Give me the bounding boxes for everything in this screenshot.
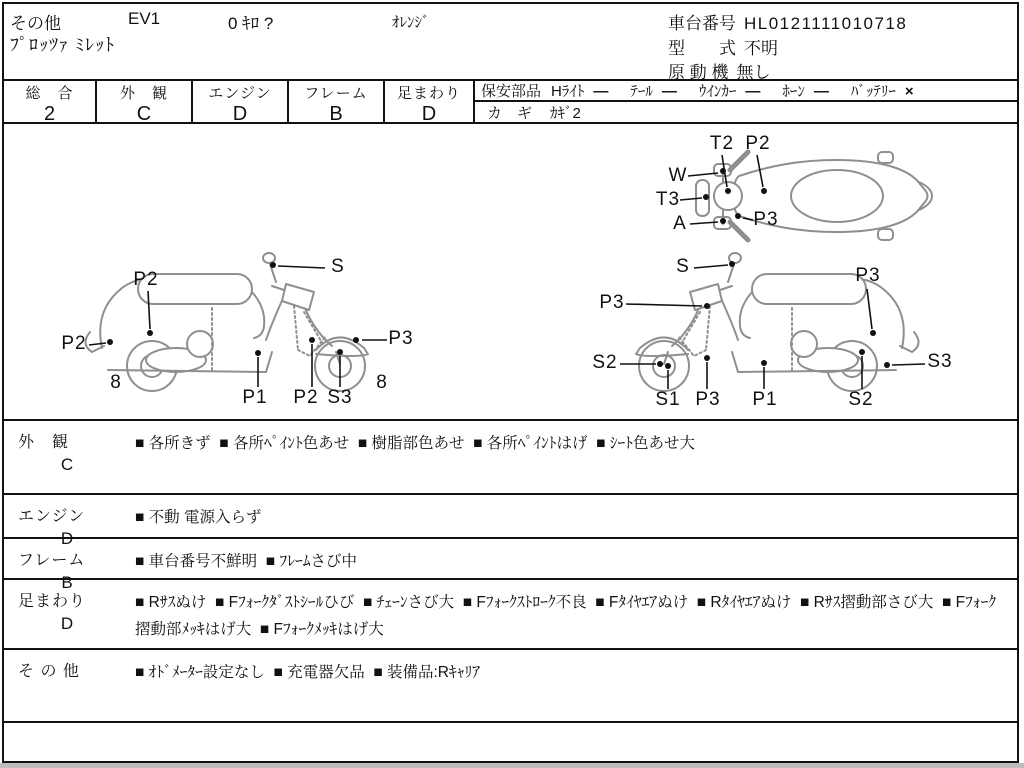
section-label: 足まわり bbox=[18, 593, 87, 610]
chassis-number-label: 車台番号 bbox=[668, 14, 736, 33]
diagram-labels-layer bbox=[4, 124, 1017, 419]
safety-part: ｳｲﾝｶｰ ― bbox=[698, 83, 761, 100]
safety-part: ﾃｰﾙ ― bbox=[630, 83, 677, 100]
grade-cell-frame bbox=[289, 81, 385, 125]
type-value: 不明 bbox=[744, 39, 778, 58]
grade-cell-engine bbox=[193, 81, 289, 125]
grade-value: 2 bbox=[43, 103, 56, 125]
diagram-label-P2: P2 bbox=[61, 333, 87, 354]
grade-cell-exterior bbox=[97, 81, 193, 125]
diagram-label-P2: P2 bbox=[133, 269, 159, 290]
motor-value: 無し bbox=[736, 63, 771, 82]
section-defects: ■ 不動 電源入らず bbox=[135, 509, 262, 526]
damage-diagram bbox=[4, 124, 1017, 419]
chassis-number-row bbox=[668, 9, 907, 34]
diagram-label-P2: P2 bbox=[745, 133, 771, 154]
section-label: そ の 他 bbox=[18, 663, 80, 680]
grade-cell-overall bbox=[4, 81, 97, 125]
grade-value: D bbox=[232, 103, 248, 125]
model-name: ﾌﾟﾛｯﾂｧ ﾐﾚｯﾄ bbox=[10, 35, 116, 55]
diagram-label-S2: S2 bbox=[848, 389, 874, 410]
diagram-label-T2: T2 bbox=[709, 133, 735, 154]
safety-parts-line bbox=[475, 81, 1017, 102]
section-label-box bbox=[4, 650, 130, 684]
section-defects: ■ 各所きず ■ 各所ﾍﾟｲﾝﾄ色あせ ■ 樹脂部色あせ ■ 各所ﾍﾟｲﾝﾄはげ ■ ｼｰﾄ色あせ大 bbox=[135, 435, 696, 452]
section-defects: ■ ｵﾄﾞﾒｰﾀｰ設定なし ■ 充電器欠品 ■ 装備品:Rｷｬﾘｱ bbox=[135, 664, 480, 681]
vehicle-code: EV1 bbox=[128, 9, 161, 28]
key-label: カ ギ bbox=[487, 105, 533, 122]
grade-label: 総 合 bbox=[25, 85, 74, 102]
key-value: ｶｷﾞ2 bbox=[550, 105, 581, 122]
safety-part: ﾊﾞｯﾃﾘｰ × bbox=[850, 83, 914, 100]
section-defects: ■ 車台番号不鮮明 ■ ﾌﾚｰﾑさび中 bbox=[135, 553, 357, 570]
diagram-label-8: 8 bbox=[110, 372, 122, 393]
safety-part: Hﾗｲﾄ ― bbox=[551, 83, 609, 100]
section-label-box bbox=[4, 421, 130, 475]
grade-value: D bbox=[421, 103, 437, 125]
diagram-label-T3: T3 bbox=[655, 189, 681, 210]
diagram-label-P3: P3 bbox=[388, 328, 414, 349]
section-grade: D bbox=[60, 529, 74, 548]
grade-label: エンジン bbox=[208, 85, 272, 102]
section-grade: C bbox=[60, 455, 74, 474]
diagram-label-8: 8 bbox=[376, 372, 388, 393]
type-row bbox=[668, 34, 778, 59]
diagram-label-P1: P1 bbox=[752, 389, 778, 410]
diagram-label-P3: P3 bbox=[695, 389, 721, 410]
mileage-value: 0 ｷﾛ ? bbox=[228, 14, 274, 33]
section-row-other bbox=[4, 648, 1017, 721]
diagram-label-S1: S1 bbox=[655, 389, 681, 410]
section-grade: B bbox=[61, 573, 73, 592]
section-label: フレーム bbox=[18, 552, 86, 569]
grade-label: 足まわり bbox=[396, 85, 461, 102]
grade-cell-undercarriage bbox=[385, 81, 475, 125]
safety-part: ﾎｰﾝ ― bbox=[782, 83, 829, 100]
safety-parts-label: 保安部品 bbox=[481, 83, 542, 100]
diagram-label-S3: S3 bbox=[927, 351, 953, 372]
grade-row bbox=[4, 79, 1017, 124]
diagram-label-P3: P3 bbox=[855, 265, 881, 286]
section-defects: ■ Rｻｽぬけ ■ Fﾌｫｰｸﾀﾞｽﾄｼｰﾙひび ■ ﾁｪｰﾝさび大 ■ Fﾌｫｰｸｽﾄﾛｰｸ不良 ■ Fﾀｲﾔｴｱぬけ ■ Rﾀｲﾔｴｱぬけ ■ Rｻｽ摺動部さび大 ■ Fﾌｫｰｸ摺動部ﾒｯｷはげ大 ■ Fﾌｫｰｸﾒｯｷはげ大 bbox=[135, 594, 997, 638]
section-row-engine bbox=[4, 493, 1017, 548]
section-row-empty bbox=[4, 721, 1017, 761]
section-label-box bbox=[4, 580, 130, 634]
section-label: 外 観 bbox=[18, 434, 70, 451]
section-grade: D bbox=[60, 614, 74, 633]
vehicle-category: その他 bbox=[10, 14, 61, 33]
chassis-number-value: HL0121111010718 bbox=[744, 14, 908, 33]
safety-parts-cell bbox=[475, 81, 1017, 122]
scan-edge-strip bbox=[0, 763, 1024, 768]
diagram-label-S3: S3 bbox=[327, 387, 353, 408]
diagram-label-P2: P2 bbox=[293, 387, 319, 408]
color-value: ｵﾚﾝｼﾞ bbox=[392, 14, 430, 31]
auction-sheet bbox=[2, 2, 1019, 763]
type-label: 型 式 bbox=[668, 39, 736, 58]
grade-value: B bbox=[329, 103, 343, 125]
motor-label: 原 動 機 bbox=[668, 63, 729, 82]
diagram-label-S2: S2 bbox=[592, 352, 618, 373]
diagram-label-S: S bbox=[676, 256, 690, 277]
diagram-label-P1: P1 bbox=[242, 387, 268, 408]
section-row-frame bbox=[4, 537, 1017, 592]
diagram-label-A: A bbox=[673, 213, 687, 234]
grade-value: C bbox=[136, 103, 152, 125]
section-label: エンジン bbox=[18, 508, 86, 525]
safety-parts-items bbox=[551, 80, 936, 101]
diagram-label-P3: P3 bbox=[753, 209, 779, 230]
diagram-label-S: S bbox=[331, 256, 345, 277]
diagram-label-P3: P3 bbox=[599, 292, 625, 313]
section-row-undercarriage bbox=[4, 578, 1017, 648]
key-line bbox=[475, 102, 1017, 123]
diagram-label-W: W bbox=[668, 165, 688, 186]
grade-label: 外 観 bbox=[119, 85, 168, 102]
grade-label: フレーム bbox=[304, 85, 368, 102]
section-row-exterior bbox=[4, 419, 1017, 493]
